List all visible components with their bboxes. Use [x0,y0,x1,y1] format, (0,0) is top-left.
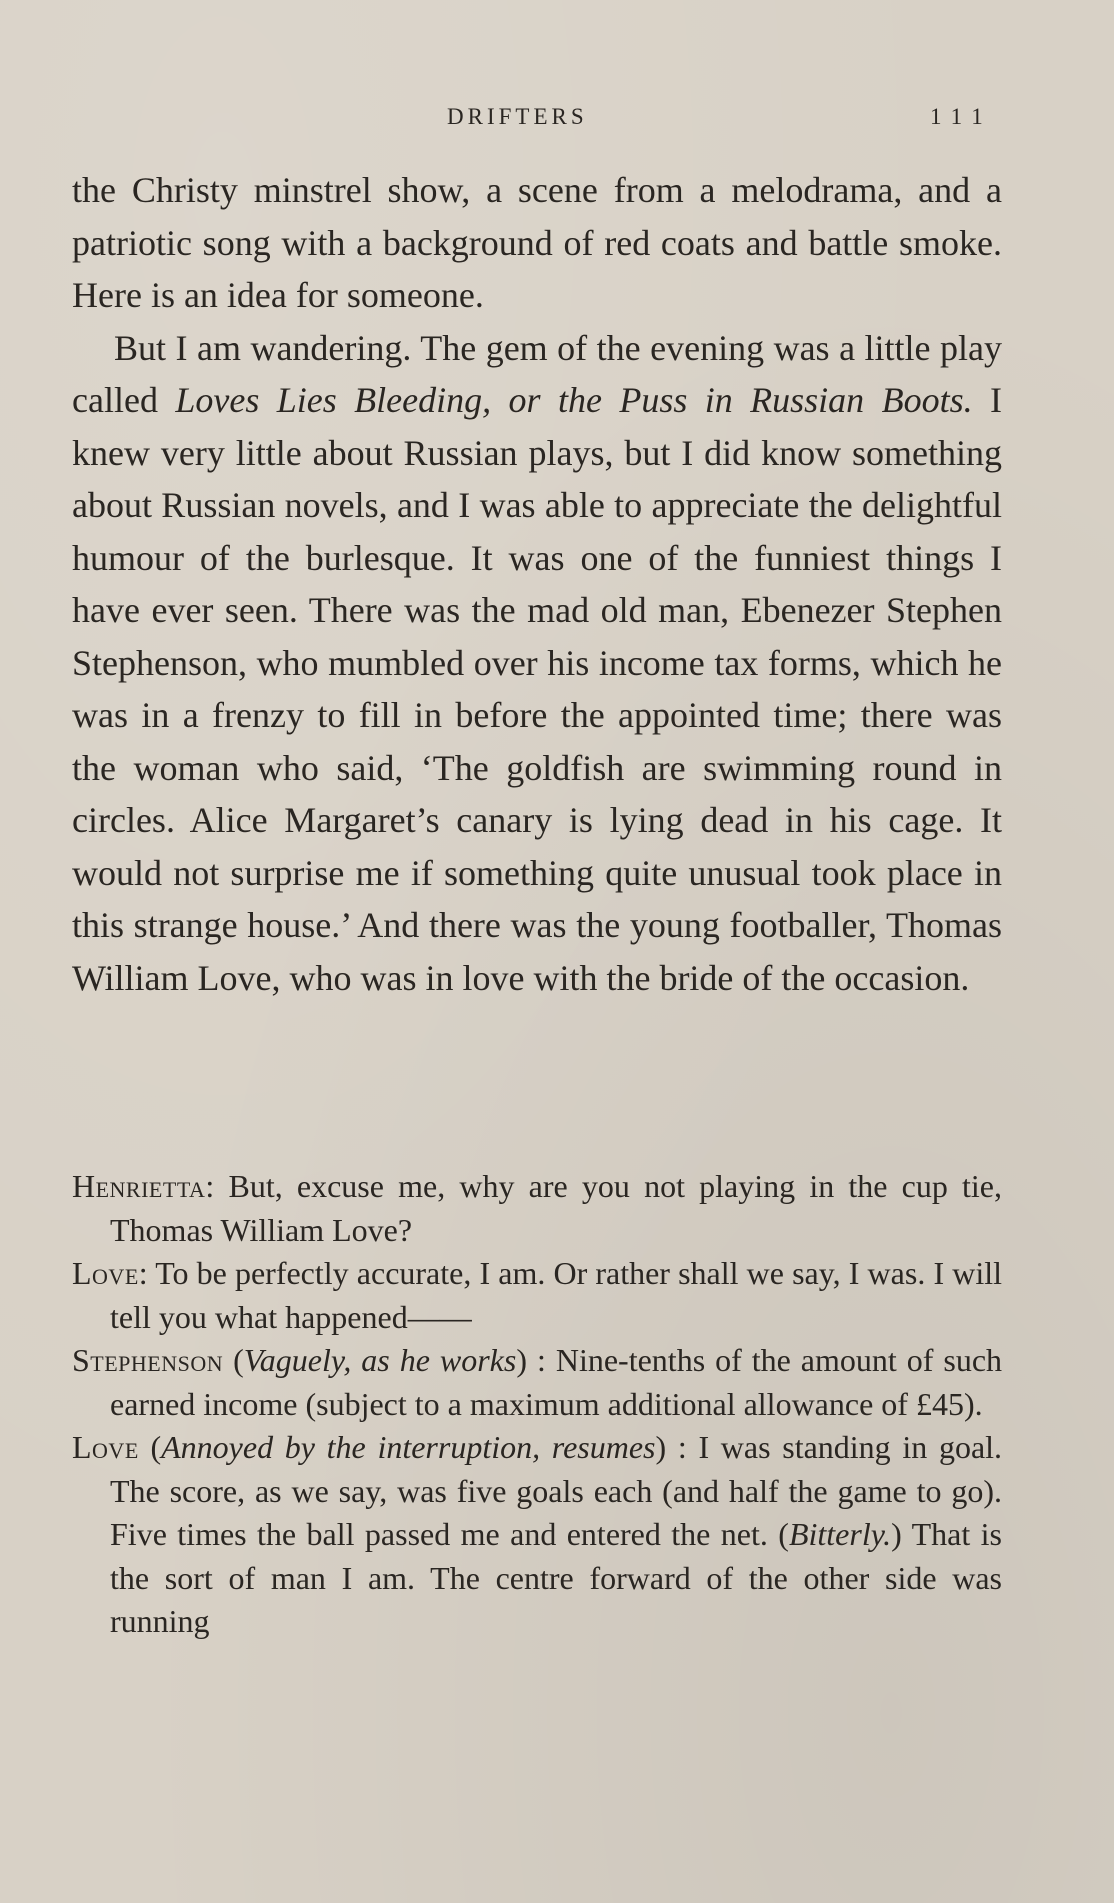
stage-open: ( [138,1429,162,1465]
page-number: 111 [930,104,993,129]
paragraph-2 [72,322,1002,1005]
dialogue-line [72,1339,1002,1426]
stage-open: ( [223,1342,244,1378]
dialogue-line [72,1165,1002,1252]
stage-close: ) : [655,1429,699,1465]
speaker-name: Love [72,1429,139,1465]
paragraph-1: the Christy minstrel show, a scene from a melodrama, and a patriotic song with a background of red coats and battle smoke. Here is an idea for someone. [72,170,1002,315]
speech-text: Nine-tenths of the amount of such earned income (subject to a maximum additional allowance of £45). [110,1342,1003,1422]
paragraph-2-text-a: But I am wandering. The gem of the evening was a little play called [72,327,1002,420]
stage-direction: Vaguely, as he works [243,1342,517,1378]
speaker-name: Stephenson [72,1342,224,1378]
stage-close: ) : [516,1342,556,1378]
speech-text-b: ) That is the sort of man I am. The centre forward of the other side was running [110,1516,1003,1639]
dialogue-line [72,1252,1002,1339]
dialogue-line [72,1426,1002,1644]
paragraph-2-text-b: I knew very little about Russian plays, but I did know something about Russian novels, and I was able to appreciate the delightful humour of the burlesque. It was one of the funniest things I have ever seen. There was the mad old man, Ebenezer Stephen Stephenson, who mumbled over his income tax forms, which he was in a frenzy to fill in before the appointed time; there was the woman who said, ‘The goldfish are swimming round in circles. Alice Margaret’s canary is lying dead in his cage. It would not surprise me if something quite unusual took place in this strange house.’ And there was the young footballer, Thomas William Love, who was in love with the bride of the occasion. [72,380,1002,998]
speaker-name: Love [72,1255,139,1291]
speech-text: But, excuse me, why are you not playing in the cup tie, Thomas William Love? [110,1168,1003,1248]
inline-stage-direction: Bitterly. [788,1516,892,1552]
speaker-name: Henrietta [72,1168,206,1204]
speaker-separator: : [138,1255,156,1291]
speaker-separator: : [205,1168,229,1204]
speech-text-a: I was standing in goal. The score, as we say, was five goals each (and half the game to go). Five times the ball passed me and entered the net. ( [110,1429,1003,1552]
speech-text: To be perfectly accurate, I am. Or rather shall we say, I was. I will tell you what happened—— [110,1255,1003,1335]
stage-direction: Annoyed by the interruption, resumes [161,1429,656,1465]
body-text [72,164,1002,1004]
running-head: DRIFTERS [447,104,588,129]
play-title: Loves Lies Bleeding, or the Puss in Russian Boots. [175,380,973,420]
play-dialogue [72,1165,1002,1644]
